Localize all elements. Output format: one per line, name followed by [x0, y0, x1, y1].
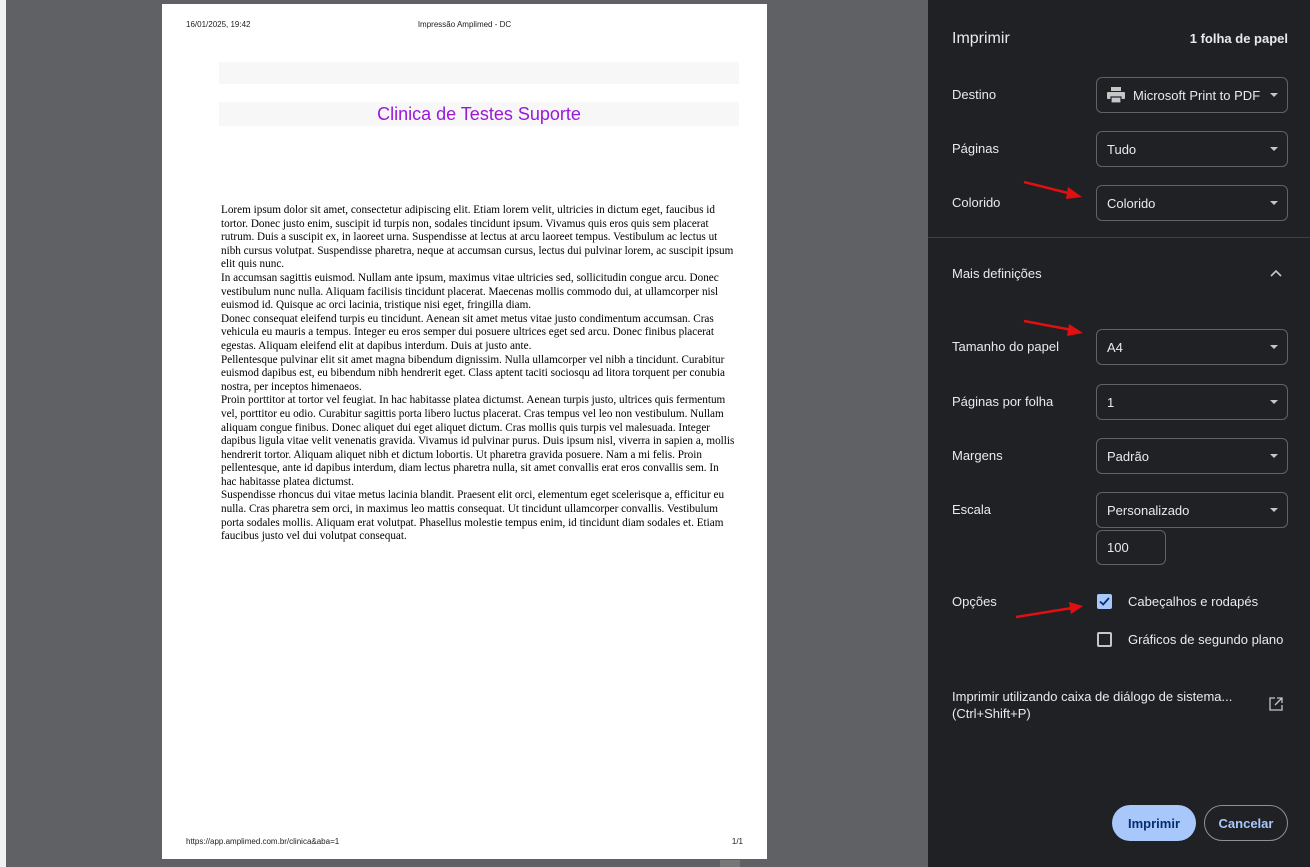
panel-title: Imprimir [952, 30, 1010, 47]
margins-label: Margens [952, 448, 1003, 463]
body-paragraph: Proin porttitor at tortor vel feugiat. In hac habitasse platea dictumst. Aenean turpis justo, ultrices quis fermentum vel, porttitor eu odio. Curabitur sagittis porta libero luctus placerat. Cras tempus vel leo non vestibulum. Nullam aliquam congue finibus. Donec aliquet dui eget aliquet dictum. Cras mollis quis turpis vel malesuada. Integer dapibus ligula vitae velit venenatis gravida. Vivamus id pulvinar purus. Duis ipsum nisl, viverra in sapien a, mollis hendrerit tortor. Aliquam aliquet nibh et dictum lobortis. Ut pharetra gravida posuere. Nam a mi felis. Proin pellentesque, ante id dapibus interdum, diam lectus pharetra nulla, sit amet convallis erat eros convallis sem. In hac habitasse platea dictumst. [221, 394, 735, 488]
headers-footers-label[interactable]: Cabeçalhos e rodapés [1128, 594, 1259, 609]
pages-label: Páginas [952, 141, 999, 156]
destination-value: Microsoft Print to PDF [1133, 87, 1261, 103]
pages-per-sheet-label: Páginas por folha [952, 394, 1054, 409]
background-graphics-label[interactable]: Gráficos de segundo plano [1128, 632, 1284, 647]
page-header-title: Impressão Amplimed - DC [417, 20, 512, 29]
scale-value: Personalizado [1107, 502, 1190, 518]
pages-value: Tudo [1107, 141, 1137, 157]
more-settings-toggle[interactable]: Mais definições [952, 266, 1042, 281]
arrow-annotation [1016, 602, 1083, 617]
body-paragraph: Suspendisse rhoncus dui vitae metus lacinia blandit. Praesent elit orci, elementum eget scelerisque a, efficitur eu nulla. Cras pharetra sem orci, in maximus leo mattis consequat. Ut tincidunt ullamcorper convallis. Vestibulum porta sodales mollis. Aliquam erat volutpat. Phasellus molestie tempus enim, id tincidunt diam sodales et. Etiam faucibus justo vel dui volutpat consequat. [221, 489, 725, 543]
clinic-title: Clinica de Testes Suporte [377, 104, 581, 124]
color-label: Colorido [952, 195, 1001, 210]
body-paragraph: Lorem ipsum dolor sit amet, consectetur adipiscing elit. Etiam lorem velit, ultricies in dictum eget, faucibus id tortor. Donec justo enim, suscipit id turpis non, sodales tincidunt ipsum. Vivamus quis eros quis sem placerat rutrum. Duis a suscipit ex, in laoreet urna. Suspendisse at lectus at arcu laoreet tempus. Vestibulum ac lectus ut nibh cursus volutpat. Suspendisse pharetra, neque at accumsan cursus, lectus dui pulvinar lorem, ac suscipit ipsum elit quis nunc. [221, 204, 734, 271]
page-footer-number: 1/1 [731, 837, 743, 846]
color-value: Colorido [1107, 195, 1156, 211]
pages-per-sheet-value: 1 [1107, 394, 1115, 410]
system-dialog-text: Imprimir utilizando caixa de diálogo de sistema... [952, 689, 1233, 704]
paper-size-value: A4 [1107, 339, 1123, 355]
sheet-count: 1 folha de papel [1189, 31, 1288, 46]
scale-percentage-input[interactable]: 100 [1096, 530, 1166, 565]
paper-size-label: Tamanho do papel [952, 339, 1059, 354]
cancel-button[interactable]: Cancelar [1204, 805, 1288, 841]
arrow-annotation [1024, 321, 1083, 336]
scale-label: Escala [952, 502, 992, 517]
system-dialog-shortcut: (Ctrl+Shift+P) [952, 706, 1031, 721]
arrow-annotation [1024, 182, 1082, 199]
page-footer-url: https://app.amplimed.com.br/clinica&aba=1 [186, 837, 340, 846]
page-header-date: 16/01/2025, 19:42 [186, 20, 251, 29]
margins-value: Padrão [1107, 448, 1149, 464]
options-label: Opções [952, 594, 997, 609]
destination-label: Destino [952, 87, 997, 102]
body-paragraph: Pellentesque pulvinar elit sit amet magna bibendum dignissim. Nulla ullamcorper vel nibh a tincidunt. Curabitur euismod dapibus est, eu bibendum nibh hendrerit eget. Class aptent taciti sociosqu ad litora torquent per conubia nostra, per inceptos himenaeos. [221, 353, 725, 393]
body-paragraph: Donec consequat eleifend turpis eu tincidunt. Aenean sit amet metus vitae justo condimentum accumsan. Cras vehicula eu mauris a tempus. Integer eu eros semper dui posuere ultrices eget sed arcu. Donec finibus placerat egestas. Aliquam eleifend elit at dapibus interdum. Duis at justo ante. [221, 312, 714, 352]
body-paragraph: In accumsan sagittis euismod. Nullam ante ipsum, maximus vitae ultricies sed, sollicitudin congue arcu. Donec vestibulum nunc nulla. Aliquam facilisis tincidunt placerat. Maecenas mollis commodo dui, at ullamcorper nisl euismod id. Quisque ac orci lacinia, tristique nisi eget, fringilla diam. [221, 271, 719, 312]
print-button[interactable]: Imprimir [1112, 805, 1196, 841]
